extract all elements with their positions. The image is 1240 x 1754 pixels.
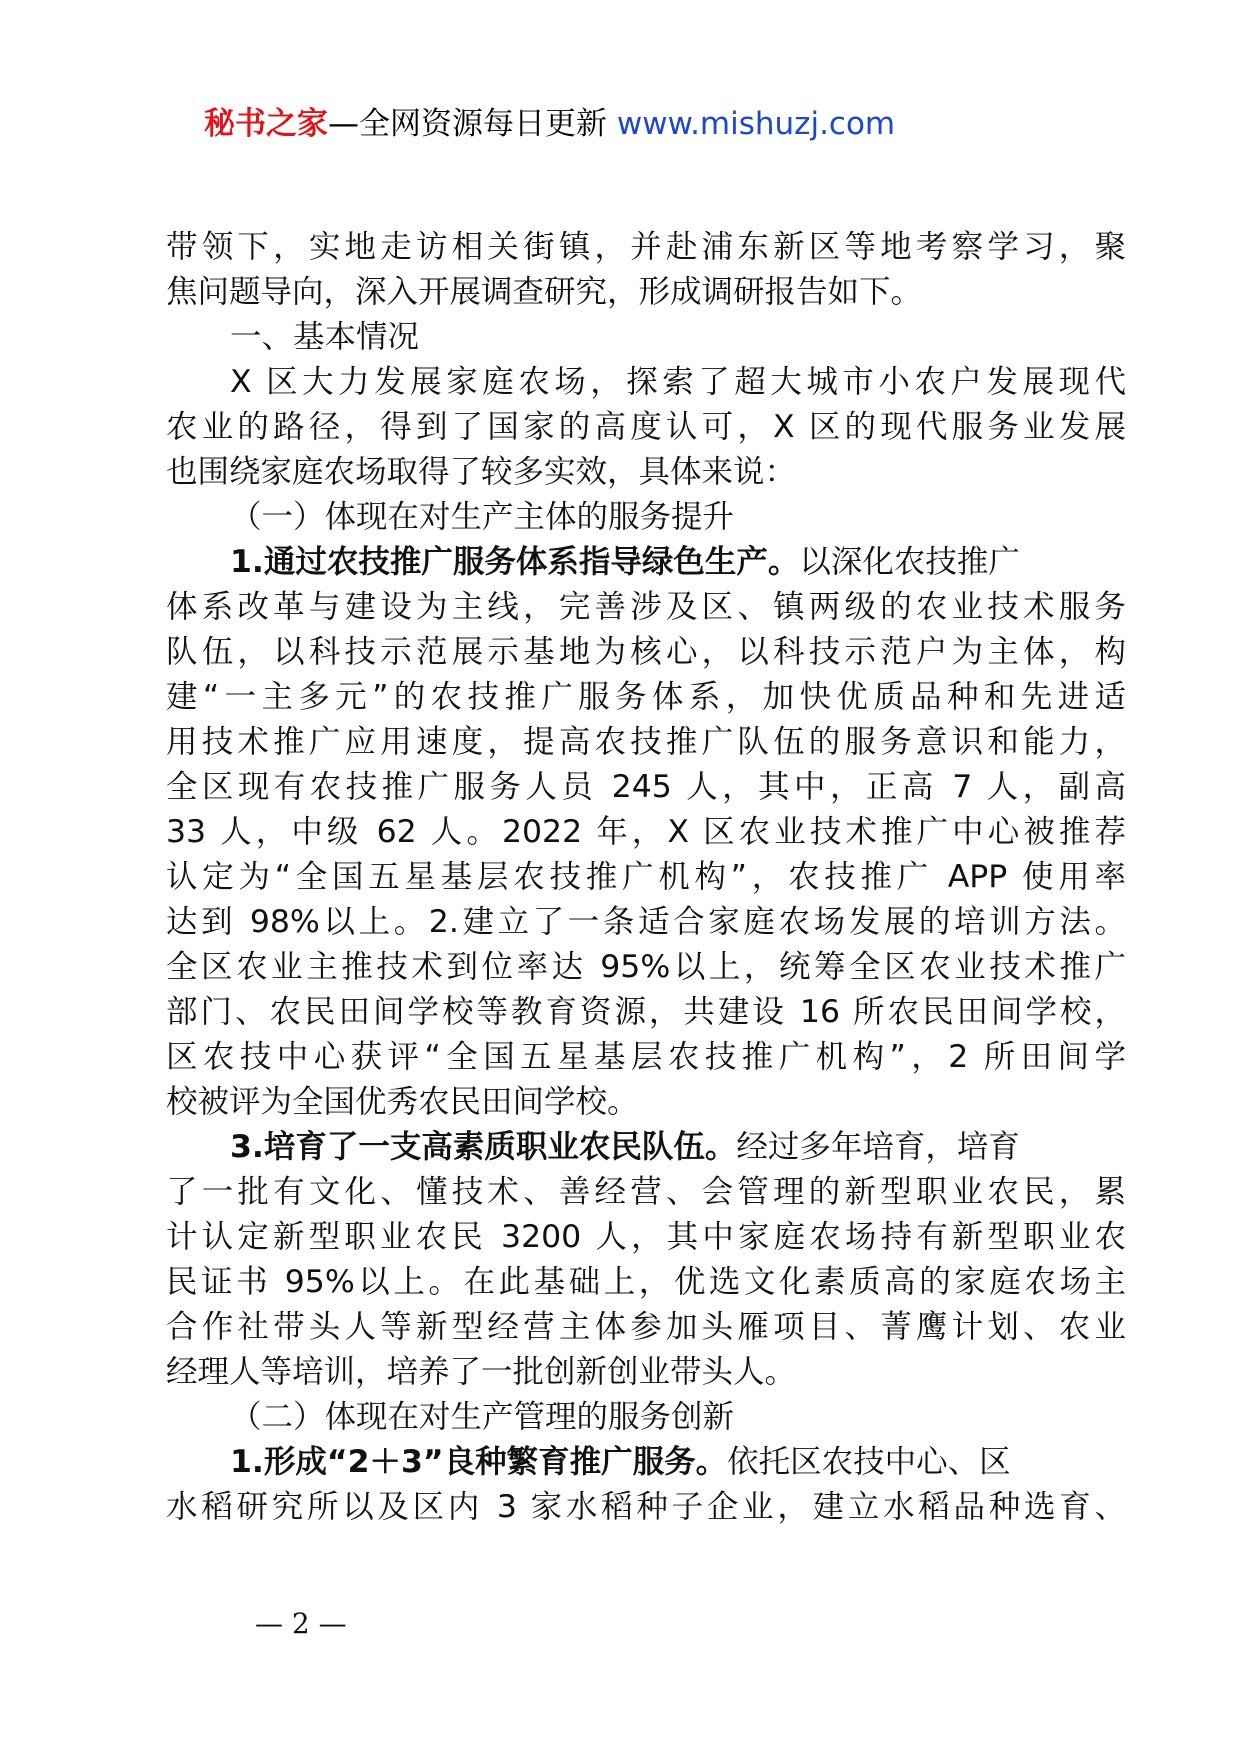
- item-title: 3.培育了一支高素质职业农民队伍。: [230, 1129, 737, 1165]
- item-text: 依托区农技中心、区: [727, 1444, 1011, 1480]
- item-title: 1.形成“2＋3”良种繁育推广服务。: [230, 1444, 728, 1480]
- item-text: 以深化农技推广: [799, 544, 1020, 580]
- text-line: 33 人，中级 62 人。2022 年，X 区农业技术推广中心被推荐: [166, 814, 1126, 850]
- text-line: 用技术推广应用速度，提高农技推广队伍的服务意识和能力，: [166, 724, 1126, 760]
- text-line: 经理人等培训，培养了一批创新创业带头人。: [166, 1354, 797, 1390]
- text-line: 部门、农民田间学校等教育资源，共建设 16 所农民田间学校，: [166, 994, 1126, 1030]
- text-line: 合作社带头人等新型经营主体参加头雁项目、菁鹰计划、农业: [166, 1309, 1126, 1345]
- text-line: 队伍，以科技示范展示基地为核心，以科技示范户为主体，构: [166, 634, 1126, 670]
- item-text: 经过多年培育，培育: [736, 1129, 1020, 1165]
- text-line: 焦问题导向，深入开展调查研究，形成调研报告如下。: [166, 274, 923, 310]
- text-line: 农业的路径，得到了国家的高度认可，X 区的现代服务业发展: [166, 409, 1126, 445]
- text-line: 带领下，实地走访相关街镇，并赴浦东新区等地考察学习，聚: [166, 229, 1126, 265]
- text-line: 全区现有农技推广服务人员 245 人，其中，正高 7 人，副高: [166, 769, 1126, 805]
- text-line: 全区农业主推技术到位率达 95%以上，统筹全区农业技术推广: [166, 949, 1126, 985]
- text-line: 民证书 95%以上。在此基础上，优选文化素质高的家庭农场主: [166, 1264, 1126, 1300]
- text-line: 了一批有文化、懂技术、善经营、会管理的新型职业农民，累: [166, 1174, 1126, 1210]
- header-url[interactable]: www.mishuzj.com: [616, 106, 896, 142]
- text-line: X 区大力发展家庭农场，探索了超大城市小农户发展现代: [230, 364, 1126, 400]
- text-line: [166, 540, 1126, 585]
- text-line: 水稻研究所以及区内 3 家水稻种子企业，建立水稻品种选育、: [166, 1489, 1126, 1525]
- page-number: — 2 —: [255, 1607, 347, 1640]
- text-line: 达到 98%以上。2.建立了一条适合家庭农场发展的培训方法。: [166, 904, 1126, 940]
- text-line: 认定为“全国五星基层农技推广机构”，农技推广 APP 使用率: [166, 859, 1126, 895]
- text-line: 体系改革与建设为主线，完善涉及区、镇两级的农业技术服务: [166, 589, 1126, 625]
- text-line: 区农技中心获评“全国五星基层农技推广机构”，2 所田间学: [166, 1039, 1126, 1075]
- text-line: 计认定新型职业农民 3200 人，其中家庭农场持有新型职业农: [166, 1219, 1126, 1255]
- header-brand: 秘书之家: [204, 106, 328, 142]
- subsection-heading: （二）体现在对生产管理的服务创新: [230, 1399, 735, 1435]
- section-heading: 一、基本情况: [230, 319, 420, 355]
- header-tagline: —全网资源每日更新: [328, 106, 607, 142]
- text-line: 校被评为全国优秀农民田间学校。: [166, 1084, 639, 1120]
- item-title: 1.通过农技推广服务体系指导绿色生产。: [230, 544, 800, 580]
- text-line: [166, 1440, 1126, 1485]
- subsection-heading: （一）体现在对生产主体的服务提升: [230, 499, 735, 535]
- site-header: [204, 100, 1104, 148]
- document-body: [166, 225, 1126, 1530]
- text-line: 建“一主多元”的农技推广服务体系，加快优质品种和先进适: [166, 679, 1126, 715]
- text-line: [166, 1125, 1126, 1170]
- text-line: 也围绕家庭农场取得了较多实效，具体来说：: [166, 454, 797, 490]
